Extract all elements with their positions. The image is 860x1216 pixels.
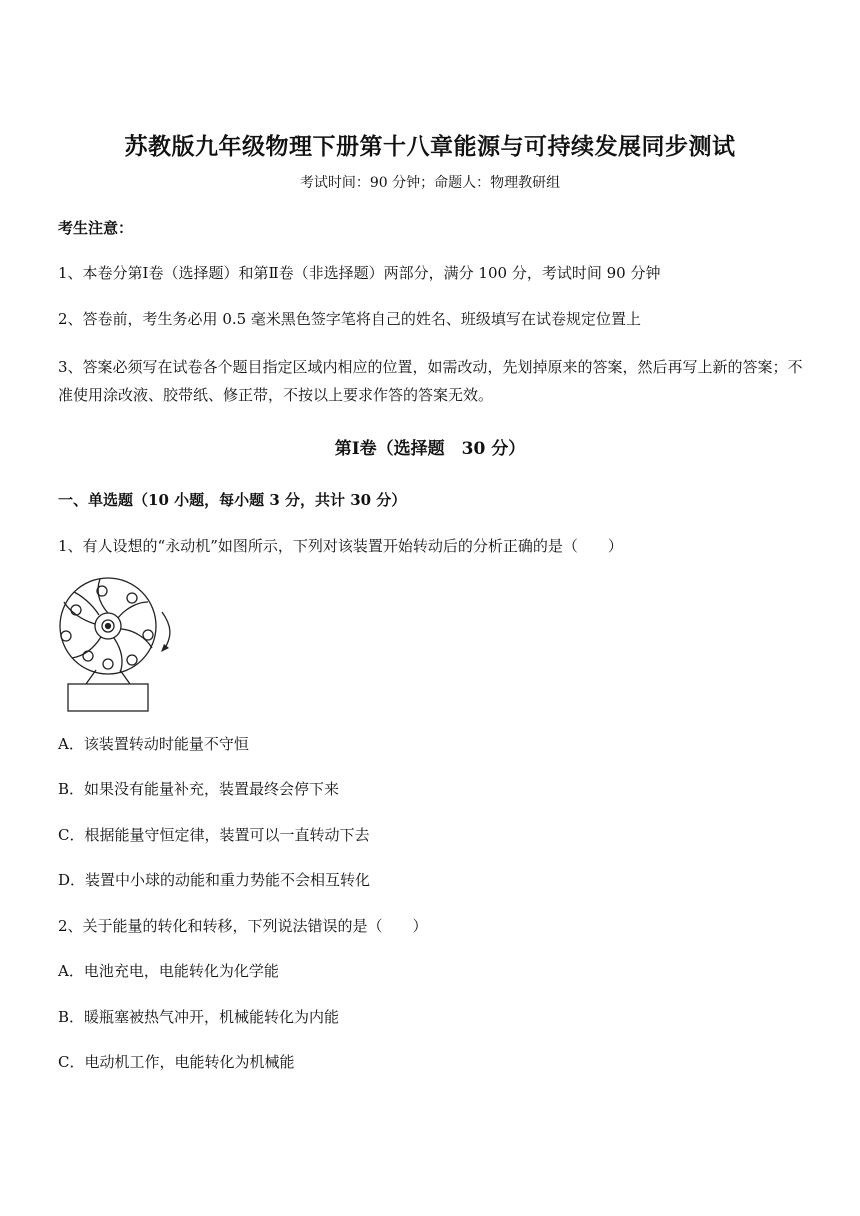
page-title: 苏教版九年级物理下册第十八章能源与可持续发展同步测试 bbox=[124, 133, 736, 160]
option-d: D．装置中小球的动能和重力势能不会相互转化 bbox=[58, 871, 371, 889]
option-c: C．根据能量守恒定律，装置可以一直转动下去 bbox=[58, 826, 370, 844]
question-stem: 1、有人设想的“永动机”如图所示，下列对该装置开始转动后的分析正确的是（ ） bbox=[58, 537, 623, 555]
option-c: C．电动机工作，电能转化为机械能 bbox=[58, 1053, 295, 1071]
exam-info: 考试时间：90 分钟；命题人：物理教研组 bbox=[299, 175, 561, 191]
option-b: B．如果没有能量补充，装置最终会停下来 bbox=[58, 780, 340, 798]
notice-item: 3、答案必须写在试卷各个题目指定区域内相应的位置，如需改动，先划掉原来的答案，然后再写上新的答案；不准使用涂改液、胶带纸、修正带，不按以上要求作答的答案无效。 bbox=[58, 358, 803, 404]
option-a: A．电池充电，电能转化为化学能 bbox=[58, 962, 279, 980]
perpetual-motion-wheel-icon bbox=[52, 572, 182, 712]
section-title: 第Ⅰ卷（选择题 30 分） bbox=[334, 439, 526, 459]
part-heading: 一、单选题（10 小题，每小题 3 分，共计 30 分） bbox=[58, 491, 407, 509]
notice-heading: 考生注意： bbox=[58, 219, 134, 237]
option-a: A．该装置转动时能量不守恒 bbox=[58, 735, 249, 753]
option-b: B．暖瓶塞被热气冲开，机械能转化为内能 bbox=[58, 1008, 340, 1026]
notice-item: 2、答卷前，考生务必用 0.5 毫米黑色签字笔将自己的姓名、班级填写在试卷规定位置上 bbox=[58, 310, 641, 328]
notice-item: 1、本卷分第Ⅰ卷（选择题）和第Ⅱ卷（非选择题）两部分，满分 100 分，考试时间 90 分钟 bbox=[58, 264, 661, 282]
question-stem: 2、关于能量的转化和转移，下列说法错误的是（ ） bbox=[58, 917, 428, 935]
